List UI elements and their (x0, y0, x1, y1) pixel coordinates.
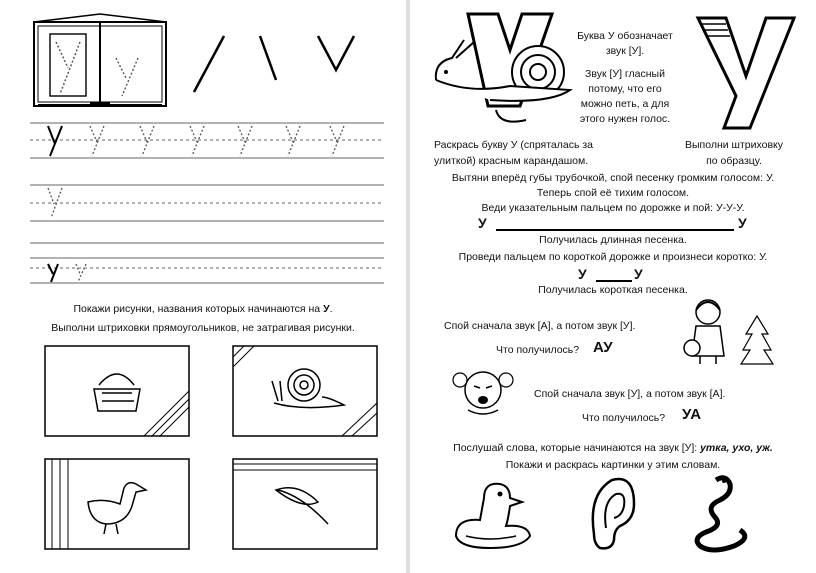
song-instruction-1: Вытяни вперёд губы трубочкой, спой песенку громким голосом: У. (451, 172, 775, 184)
caption-line-2: звук [У]. (605, 45, 645, 57)
duck-picture-frame[interactable] (44, 458, 190, 550)
stroke-samples (190, 30, 370, 100)
feather-picture-frame[interactable] (232, 458, 378, 550)
sing-au-instruction: Спой сначала звук [А], а потом звук [У]. (444, 320, 636, 332)
song-instruction-2: Теперь спой её тихим голосом. (536, 187, 690, 199)
sing-ua-instruction: Спой сначала звук [У], а потом звук [А]. (534, 388, 726, 400)
words-prefix: Послушай слова, которые начинаются на звук [У]: (453, 442, 701, 454)
caption-line-4: потому, что его (588, 83, 662, 95)
ear-icon[interactable] (584, 474, 638, 552)
short-song-result: Получилась короткая песенка. (538, 284, 688, 296)
long-path-line[interactable] (496, 229, 734, 231)
hatch-task-line-1: Выполни штриховку (684, 139, 783, 151)
caption-line-1: Буква У обозначает (577, 30, 673, 42)
caption-line-3: Звук [У] гласный (585, 68, 665, 80)
instruction-hatching: Выполни штриховки прямоугольников, не затрагивая рисунки. (51, 322, 355, 334)
color-task-line-2: улиткой) красным карандашом. (434, 155, 589, 167)
short-path-task: Проведи пальцем по короткой дорожке и произнеси коротко: У. (458, 251, 768, 263)
caption-line-5: можно петь, а для (580, 98, 670, 110)
snail-letter-illustration (430, 10, 580, 128)
long-song-result: Получилась длинная песенка. (539, 234, 687, 246)
crying-child-illustration (450, 362, 516, 420)
duck-icon[interactable] (450, 476, 536, 552)
fir-tree-illustration (740, 314, 774, 368)
hatch-task-line-2: по образцу. (706, 155, 762, 167)
snail-picture-frame[interactable] (232, 345, 378, 437)
color-task-line-1: Раскрась букву У (спряталась за (434, 139, 594, 151)
snake-icon[interactable] (686, 472, 756, 554)
instruction-1-suffix: . (329, 303, 333, 315)
song-instruction-3: Веди указательным пальцем по дорожке и пой: У-У-У. (481, 202, 745, 214)
instruction-1-letter: У (323, 303, 330, 315)
short-path-end: У (634, 266, 643, 282)
long-path-start: У (478, 215, 487, 231)
bag-picture-frame[interactable] (44, 345, 190, 437)
short-path-start: У (578, 266, 587, 282)
left-page (0, 0, 406, 573)
words-list: утка, ухо, уж. (700, 442, 773, 454)
caption-line-6: этого нужен голос. (579, 113, 671, 125)
au-answer: АУ (593, 339, 613, 356)
right-page (410, 0, 816, 573)
sing-ua-question: Что получилось? (582, 412, 666, 424)
instruction-1-text: Покажи рисунки, названия которых начинаются на (73, 303, 324, 315)
long-path-end: У (738, 215, 747, 231)
girl-with-basket-illustration (678, 296, 738, 366)
words-instruction (410, 442, 816, 455)
instruction-picture-names (0, 303, 406, 316)
sing-au-question: Что получилось? (496, 344, 580, 356)
color-pictures-instruction: Покажи и раскрась картинки у этим словам. (505, 459, 721, 471)
letter-board-illustration (30, 10, 170, 110)
ua-answer: УА (682, 406, 702, 423)
hatched-letter-u (696, 14, 796, 132)
handwriting-lines (30, 118, 384, 288)
short-path-line[interactable] (596, 280, 632, 282)
